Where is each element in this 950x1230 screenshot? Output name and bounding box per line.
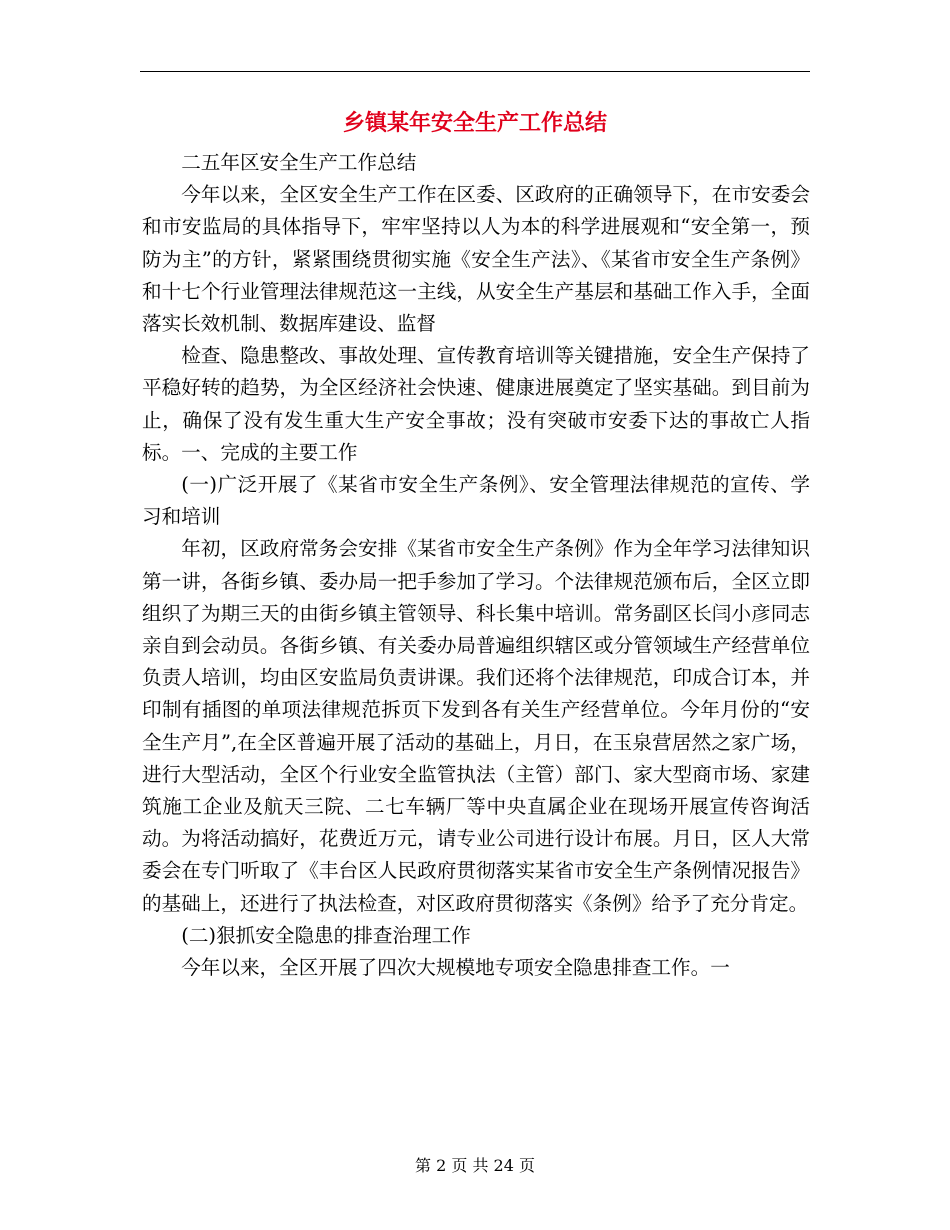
- paragraph-subtitle: 二五年区安全生产工作总结: [181, 151, 417, 174]
- document-title: 乡镇某年安全生产工作总结: [342, 111, 607, 136]
- paragraph-training: 年初，区政府常务会安排《某省市安全生产条例》作为全年学习法律知识第一讲，各街乡镇、委办局一把手参加了学习。个法律规范颁布后，全区立即组织了为期三天的由街乡镇主管领导、科长集中培训。常务副区长闫小彦同志亲自到会动员。各街乡镇、有关委办局普遍组织辖区或分管领域生产经营单位负责人培训，均由区安监局负责讲课。我们还将个法律规范，印成合订本，并印制有插图的单项法律规范拆页下发到各有关生产经营单位。今年月份的“安全生产月”,在全区普遍开展了活动的基础上，月日，在玉泉营居然之家广场，进行大型活动，全区个行业安全监管执法（主管）部门、家大型商市场、家建筑施工企业及航天三院、二七车辆厂等中央直属企业在现场开展宣传咨询活动。为将活动搞好，花费近万元，请专业公司进行设计布展。月日，区人大常委会在专门听取了《丰台区人民政府贯彻落实某省市安全生产条例情况报告》的基础上，还进行了执法检查，对区政府贯彻落实《条例》给予了充分肯定。: [142, 537, 810, 915]
- section-heading-2: (二)狠抓安全隐患的排查治理工作: [181, 923, 471, 947]
- paragraph-measures: 检查、隐患整改、事故处理、宣传教育培训等关键措施，安全生产保持了平稳好转的趋势，为全区经济社会快速、健康进展奠定了坚实基础。到目前为止，确保了没有发生重大生产安全事故；没有突破市安委下达的事故亡人指标。一、完成的主要工作: [142, 344, 810, 464]
- section-heading-1: (一)广泛开展了《某省市安全生产条例》、安全管理法律规范的宣传、学习和培训: [142, 473, 810, 529]
- page-number: 第 2 页 共 24 页: [415, 1156, 535, 1175]
- header-rule: [140, 71, 810, 72]
- paragraph-intro: 今年以来，全区安全生产工作在区委、区政府的正确领导下，在市安委会和市安监局的具体指导下，牢牢坚持以人为本的科学进展观和“安全第一，预防为主”的方针，紧紧围绕贯彻实施《安全生产法》、《某省市安全生产条例》和十七个行业管理法律规范这一主线，从安全生产基层和基础工作入手，全面落实长效机制、数据库建设、监督: [142, 183, 810, 336]
- document-body: [142, 147, 810, 984]
- paragraph-inspection: 今年以来，全区开展了四次大规模地专项安全隐患排查工作。一: [181, 956, 730, 980]
